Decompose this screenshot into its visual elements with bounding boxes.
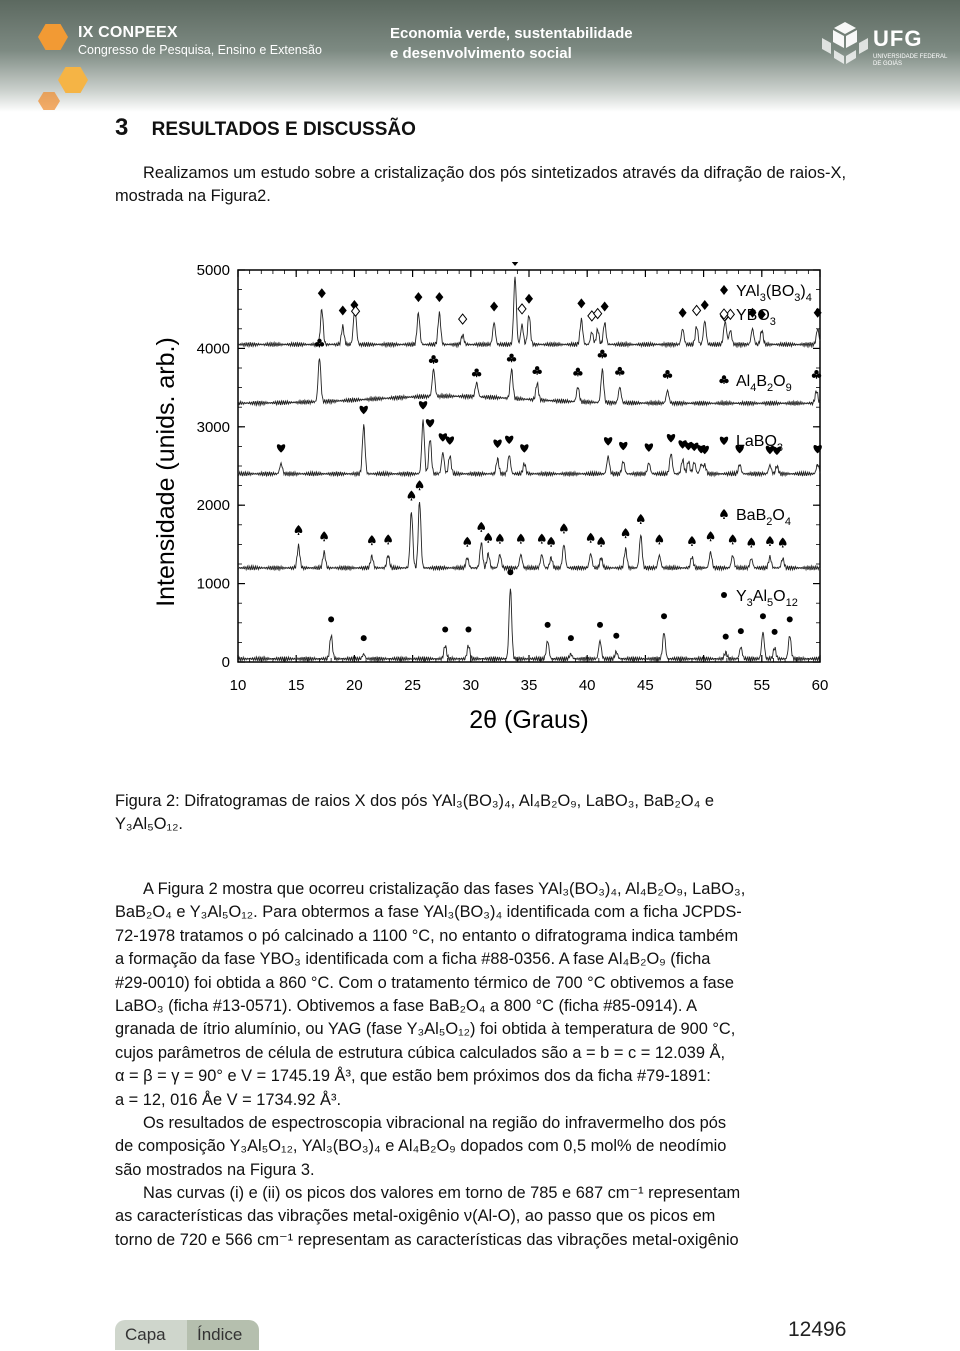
legend-label-part: 3 xyxy=(794,292,801,304)
y-tick-label: 1000 xyxy=(196,575,230,593)
peak-marker xyxy=(295,525,303,535)
peak-marker xyxy=(645,443,653,451)
x-tick-label: 40 xyxy=(578,677,596,694)
peak-marker xyxy=(597,622,603,628)
peak-marker xyxy=(760,613,766,619)
figure-caption xyxy=(115,790,846,837)
peak-marker xyxy=(459,314,467,324)
conference-theme xyxy=(390,24,633,64)
x-tick-label: 25 xyxy=(404,677,421,694)
peak-marker xyxy=(477,522,485,532)
text-line: α = β = γ = 90° e V = 1745.19 Å³, que estão bem próximos dos da ficha #79-1891: xyxy=(115,1067,711,1086)
plot-frame xyxy=(238,270,820,662)
legend-marker xyxy=(720,437,728,445)
legend-label-part: LaBO xyxy=(736,433,777,450)
xrd-curve xyxy=(238,589,820,661)
section-title: RESULTADOS E DISCUSSÃO xyxy=(151,119,416,140)
text-line: a formação da fase YBO₃ identificada com a ficha #88-0356. A fase Al₄B₂O₉ (ficha xyxy=(115,950,711,969)
peak-marker xyxy=(766,536,774,546)
peak-marker xyxy=(615,367,624,376)
y-tick-label: 4000 xyxy=(196,340,230,358)
legend-label-part: 4 xyxy=(805,292,812,304)
peak-marker xyxy=(496,534,504,544)
peak-marker xyxy=(490,302,498,312)
peak-marker xyxy=(484,533,492,543)
peak-marker xyxy=(656,534,664,544)
text-line: Nas curvas (i) e (ii) os picos dos valores em torno de 785 e 687 cm⁻¹ representam xyxy=(143,1184,741,1202)
legend-label-part: O xyxy=(773,588,786,605)
peak-marker xyxy=(601,302,609,312)
peak-marker xyxy=(517,534,525,544)
y-tick-label: 3000 xyxy=(196,418,230,436)
legend-label-part: Al xyxy=(752,588,768,605)
peak-marker xyxy=(465,627,471,633)
peak-marker xyxy=(507,354,516,363)
peak-marker xyxy=(360,406,368,414)
peak-marker xyxy=(429,355,438,364)
peak-marker xyxy=(419,401,427,409)
body-paragraph-1 xyxy=(115,878,846,1112)
legend-marker xyxy=(720,285,728,295)
peak-marker xyxy=(723,634,729,640)
peak-marker xyxy=(446,436,454,444)
ufg-subtitle: UNIVERSIDADE FEDERAL DE GOIÁS xyxy=(873,54,948,67)
legend-label-part: ) xyxy=(800,283,806,300)
legend-label-part: O xyxy=(773,373,786,390)
hexagon-logo-icon xyxy=(38,92,60,110)
peak-marker xyxy=(414,292,422,302)
peak-marker xyxy=(707,531,715,541)
xrd-chart xyxy=(140,262,840,742)
text-line: A Figura 2 mostra que ocorreu cristalização das fases YAl₃(BO₃)₄, Al₄B₂O₉, LaBO₃, xyxy=(143,880,746,898)
legend-label-part: B xyxy=(756,373,768,390)
legend-label xyxy=(736,433,783,454)
conference-name: IX CONPEEX xyxy=(78,24,178,41)
peak-marker xyxy=(568,635,574,641)
body-paragraph-2 xyxy=(115,1112,846,1182)
peak-marker xyxy=(339,305,347,315)
caption-line-2: Y₃Al₅O₁₂. xyxy=(115,815,183,834)
legend-label-part: (BO xyxy=(765,283,795,300)
peak-marker xyxy=(328,616,334,622)
legend-label-part: 2 xyxy=(766,516,773,528)
peak-marker xyxy=(787,616,793,622)
peak-marker xyxy=(667,434,675,442)
peak-marker xyxy=(525,294,533,304)
theme-line-2: e desenvolvimento social xyxy=(390,45,572,62)
peak-marker xyxy=(511,262,519,266)
peak-marker xyxy=(661,613,667,619)
peak-marker xyxy=(507,569,513,575)
y-tick-label: 5000 xyxy=(196,262,230,279)
peak-marker xyxy=(693,305,701,315)
legend-label-part: 12 xyxy=(785,597,798,609)
y-tick-label: 0 xyxy=(221,654,230,671)
peak-marker xyxy=(701,300,709,310)
text-line: a = 12, 016 Åe V = 1734.92 Å³. xyxy=(115,1090,341,1109)
conference-subtitle: Congresso de Pesquisa, Ensino e Extensão xyxy=(78,43,322,57)
peak-marker xyxy=(435,292,443,302)
peak-marker xyxy=(532,366,541,375)
legend-label-part: 4 xyxy=(750,382,757,394)
peak-marker xyxy=(619,442,627,450)
peak-marker xyxy=(622,528,630,538)
legend-label-part: 3 xyxy=(776,442,784,454)
xrd-curve xyxy=(238,419,820,476)
intro-text: Realizamos um estudo sobre a cristalização dos pós sintetizados através da difração de raios-X, mostrada na Figura2. xyxy=(115,164,846,206)
text-line: as características das vibrações metal-oxigênio ν(Al-O), ao passo que os picos em xyxy=(115,1207,716,1226)
x-tick-label: 55 xyxy=(753,677,771,694)
y-axis-label: Intensidade (unids. arb.) xyxy=(152,337,180,607)
peak-marker xyxy=(573,368,582,377)
x-axis-label: 2θ (Graus) xyxy=(469,706,589,734)
legend-label-part: BaB xyxy=(736,507,767,524)
peak-marker xyxy=(318,288,326,298)
peak-marker xyxy=(416,480,424,490)
legend-label xyxy=(736,373,792,394)
legend-label-part: YAl xyxy=(736,283,760,300)
peak-marker xyxy=(518,304,526,314)
x-tick-label: 50 xyxy=(695,677,712,694)
intro-paragraph xyxy=(115,162,846,209)
text-line: de composição Y₃Al₅O₁₂, YAl₃(BO₃)₄ e Al₄B₂O₉ dopados com 0,5 mol% de neodímio xyxy=(115,1137,727,1156)
legend-label-part: 3 xyxy=(746,597,753,609)
legend-label xyxy=(736,307,776,328)
caption-line-1 xyxy=(115,790,846,813)
peak-marker xyxy=(464,537,472,547)
peak-marker xyxy=(688,536,696,546)
legend-label-part: Y xyxy=(736,588,747,605)
hexagon-logo-icon xyxy=(58,67,88,93)
legend-label-part: O xyxy=(772,507,785,524)
text-line: #29-0010) foi obtida a 860 °C. Com o tratamento térmico de 700 °C obtivemos a fase xyxy=(115,973,734,992)
peak-marker xyxy=(587,533,595,543)
peak-marker xyxy=(315,339,324,348)
body-paragraph-3 xyxy=(115,1182,846,1252)
legend-label xyxy=(736,283,812,304)
theme-line-1: Economia verde, sustentabilidade xyxy=(390,25,633,42)
x-tick-label: 45 xyxy=(637,677,654,694)
caption-text-1: Difratogramas de raios X dos pós YAl₃(BO₃)₄, Al₄B₂O₉, LaBO₃, BaB₂O₄ e xyxy=(184,792,714,810)
paragraph-3-lines xyxy=(115,1182,846,1252)
peak-marker xyxy=(547,537,555,547)
peak-marker xyxy=(368,535,376,545)
peak-marker xyxy=(598,350,607,359)
peak-marker xyxy=(779,538,787,548)
peak-marker xyxy=(277,444,285,452)
legend-marker xyxy=(720,509,728,519)
peak-marker xyxy=(560,523,568,533)
legend-label-part: 9 xyxy=(785,382,792,394)
xrd-figure xyxy=(140,262,840,742)
peak-marker xyxy=(538,534,546,544)
peak-marker xyxy=(663,370,672,379)
peak-marker xyxy=(738,628,744,634)
legend-label-part: YBO xyxy=(736,307,770,324)
ufg-logo-text: UFG xyxy=(873,26,923,51)
peak-marker xyxy=(748,538,756,548)
peak-marker xyxy=(597,537,605,547)
legend-marker xyxy=(719,375,728,384)
x-tick-label: 15 xyxy=(287,677,305,694)
legend-label-part: 4 xyxy=(784,516,791,528)
indice-tab[interactable]: Índice xyxy=(187,1320,259,1350)
text-line: granada de ítrio alumínio, ou YAG (fase Y₃Al₅O₁₂) foi obtida à temperatura de 900 °C, xyxy=(115,1020,736,1039)
legend-label-part: Al xyxy=(736,373,751,390)
y-tick-label: 2000 xyxy=(196,497,230,515)
capa-tab[interactable]: Capa xyxy=(115,1320,187,1350)
legend-label-part: 3 xyxy=(769,316,776,328)
peak-marker xyxy=(408,490,416,500)
conference-header xyxy=(0,0,960,112)
peak-marker xyxy=(613,633,619,639)
text-line: Os resultados de espectroscopia vibracional na região do infravermelho dos pós xyxy=(143,1114,727,1132)
paragraph-2-lines xyxy=(115,1112,846,1182)
ufg-cube-logo-icon xyxy=(820,20,870,66)
x-tick-label: 30 xyxy=(462,677,480,694)
peak-marker xyxy=(772,629,778,635)
caption-prefix: Figura 2: xyxy=(115,792,180,810)
section-heading xyxy=(115,114,416,142)
peak-marker xyxy=(361,635,367,641)
peak-marker xyxy=(604,437,612,445)
x-tick-label: 60 xyxy=(811,677,829,694)
text-line: torno de 720 e 566 cm⁻¹ representam as características das vibrações metal-oxigênio xyxy=(115,1230,739,1249)
legend-marker xyxy=(721,592,727,598)
legend-label-part: 3 xyxy=(759,292,766,304)
legend-label-part: 2 xyxy=(767,382,774,394)
peak-marker xyxy=(520,444,528,452)
legend-label-part: 5 xyxy=(767,597,774,609)
legend-label xyxy=(736,507,791,528)
text-line: BaB₂O₄ e Y₃Al₅O₁₂. Para obtermos a fase YAl₃(BO₃)₄ identificada com a ficha JCPDS- xyxy=(115,903,742,922)
peak-marker xyxy=(505,436,513,444)
xrd-curve xyxy=(238,359,820,406)
x-tick-label: 20 xyxy=(346,677,363,694)
peak-marker xyxy=(729,534,737,544)
peak-marker xyxy=(472,368,481,377)
text-line: LaBO₃ (ficha #13-0571). Obtivemos a fase BaB₂O₄ a 800 °C (ficha #85-0914). A xyxy=(115,997,698,1016)
text-line: são mostrados na Figura 3. xyxy=(115,1160,315,1179)
hexagon-logo-icon xyxy=(38,24,68,50)
x-tick-label: 10 xyxy=(229,677,247,694)
text-line: cujos parâmetros de célula de estrutura cúbica calculados são a = b = c = 12.039 Å, xyxy=(115,1043,726,1062)
text-line: 72-1978 tratamos o pó calcinado a 1100 °C, no entanto o difratograma indica também xyxy=(115,926,739,945)
peak-marker xyxy=(442,627,448,633)
paragraph-1-lines xyxy=(115,878,846,1112)
peak-marker xyxy=(493,440,501,448)
peak-marker xyxy=(679,308,687,318)
section-number: 3 xyxy=(115,114,129,141)
x-tick-label: 35 xyxy=(520,677,538,694)
legend-label xyxy=(736,588,798,609)
peak-marker xyxy=(545,622,551,628)
peak-marker xyxy=(577,298,585,308)
page-number: 12496 xyxy=(788,1318,847,1341)
peak-marker xyxy=(426,419,434,427)
peak-marker xyxy=(637,514,645,524)
peak-marker xyxy=(384,534,392,544)
peak-marker xyxy=(320,531,328,541)
